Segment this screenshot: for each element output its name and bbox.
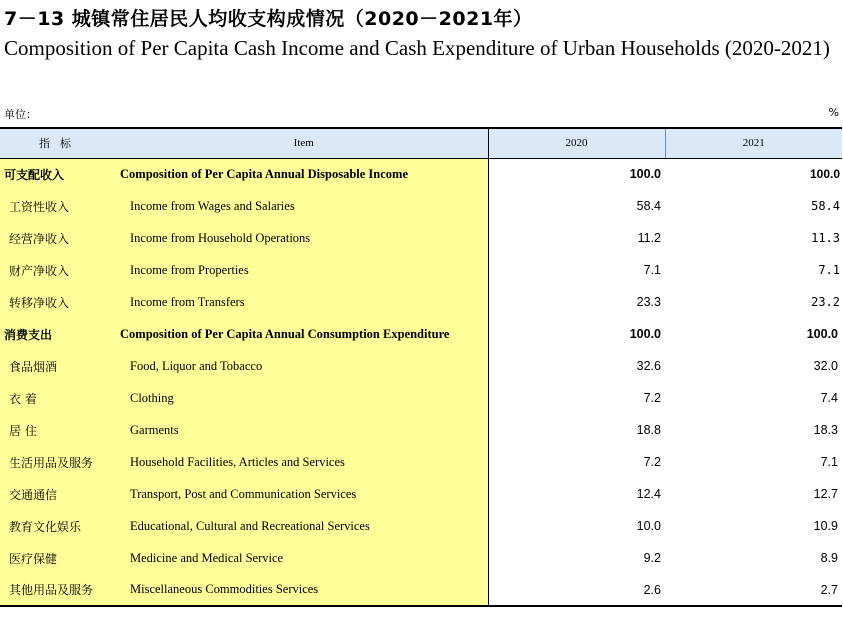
row-label-en: Composition of Per Capita Annual Disposable Income — [120, 158, 488, 190]
value-2020: 12.4 — [636, 487, 661, 501]
row-label-cn: 交通通信 — [0, 478, 120, 510]
value-2020: 23.3 — [636, 295, 661, 309]
row-label-cn: 可支配收入 — [0, 158, 120, 190]
table-title-chinese: 7－13 城镇常住居民人均收支构成情况（2020－2021年） — [4, 8, 533, 30]
row-label-en: Income from Household Operations — [120, 222, 488, 254]
value-2021: 58.4 — [811, 199, 840, 213]
row-label-cn: 教育文化娱乐 — [0, 510, 120, 542]
value-2021: 32.0 — [813, 359, 838, 373]
value-2021: 100.0 — [809, 167, 840, 182]
table-row — [0, 542, 842, 574]
value-2020: 58.4 — [636, 199, 661, 213]
row-label-en: Food, Liquor and Tobacco — [120, 350, 488, 382]
header-item: Item — [120, 128, 488, 158]
unit-label: 单位： — [4, 108, 37, 121]
table-row — [0, 350, 842, 382]
table-row — [0, 446, 842, 478]
row-label-cn: 消费支出 — [0, 318, 120, 350]
row-label-cn: 其他用品及服务 — [0, 574, 120, 606]
value-2020: 10.0 — [636, 519, 661, 533]
value-2021: 7.4 — [820, 391, 838, 405]
value-2021: 2.7 — [665, 574, 842, 606]
value-2021: 23.2 — [811, 295, 840, 309]
header-indicator: 指标 — [0, 128, 120, 158]
row-label-cn: 食品烟酒 — [0, 350, 120, 382]
row-label-cn: 生活用品及服务 — [0, 446, 120, 478]
row-label-cn: 居 住 — [0, 414, 120, 446]
value-2020: 11.2 — [637, 231, 661, 245]
table-row — [0, 382, 842, 414]
row-label-cn: 经营净收入 — [0, 222, 120, 254]
row-label-cn: 转移净收入 — [0, 286, 120, 318]
row-label-en: Miscellaneous Commodities Services — [120, 574, 488, 606]
row-label-cn: 衣 着 — [0, 382, 120, 414]
value-2021: 10.9 — [813, 519, 838, 533]
table-row — [0, 254, 842, 286]
value-2021: 7.1 — [818, 263, 840, 277]
table-row — [0, 222, 842, 254]
row-label-en: Income from Wages and Salaries — [120, 190, 488, 222]
table-row — [0, 414, 842, 446]
table-row — [0, 158, 842, 190]
row-label-en: Composition of Per Capita Annual Consumption Expenditure — [120, 318, 488, 350]
table-row — [0, 510, 842, 542]
row-label-cn: 医疗保健 — [0, 542, 120, 574]
row-label-en: Clothing — [120, 382, 488, 414]
header-year-2021: 2021 — [665, 128, 842, 158]
row-label-en: Household Facilities, Articles and Services — [120, 446, 488, 478]
value-2020: 7.2 — [643, 391, 661, 405]
value-2020: 2.6 — [488, 574, 665, 606]
value-2021: 18.3 — [813, 423, 838, 437]
row-label-en: Educational, Cultural and Recreational Services — [120, 510, 488, 542]
value-2020: 7.1 — [643, 263, 661, 277]
row-label-en: Garments — [120, 414, 488, 446]
row-label-en: Medicine and Medical Service — [120, 542, 488, 574]
table-row — [0, 478, 842, 510]
value-2020: 9.2 — [643, 551, 661, 565]
header-row — [0, 128, 842, 158]
value-2021: 12.7 — [813, 487, 838, 501]
table-row — [0, 318, 842, 350]
table-row — [0, 190, 842, 222]
value-2020: 32.6 — [636, 359, 661, 373]
value-2020: 100.0 — [629, 167, 661, 182]
value-2020: 18.8 — [636, 423, 661, 437]
value-2021: 11.3 — [811, 231, 840, 245]
value-2020: 100.0 — [629, 327, 661, 341]
table-row — [0, 286, 842, 318]
row-label-en: Income from Transfers — [120, 286, 488, 318]
row-label-cn: 工资性收入 — [0, 190, 120, 222]
composition-table — [0, 127, 842, 607]
table-title-english: Composition of Per Capita Cash Income and Cash Expenditure of Urban Households (2020-2021) — [4, 36, 830, 60]
value-2020: 7.2 — [643, 455, 661, 469]
value-2021: 7.1 — [820, 455, 838, 469]
row-label-cn: 财产净收入 — [0, 254, 120, 286]
value-2021: 8.9 — [820, 551, 838, 565]
row-label-en: Income from Properties — [120, 254, 488, 286]
header-year-2020: 2020 — [488, 128, 665, 158]
table-row — [0, 574, 842, 606]
value-2021: 100.0 — [806, 327, 838, 341]
row-label-en: Transport, Post and Communication Services — [120, 478, 488, 510]
unit-value: % — [828, 106, 839, 119]
